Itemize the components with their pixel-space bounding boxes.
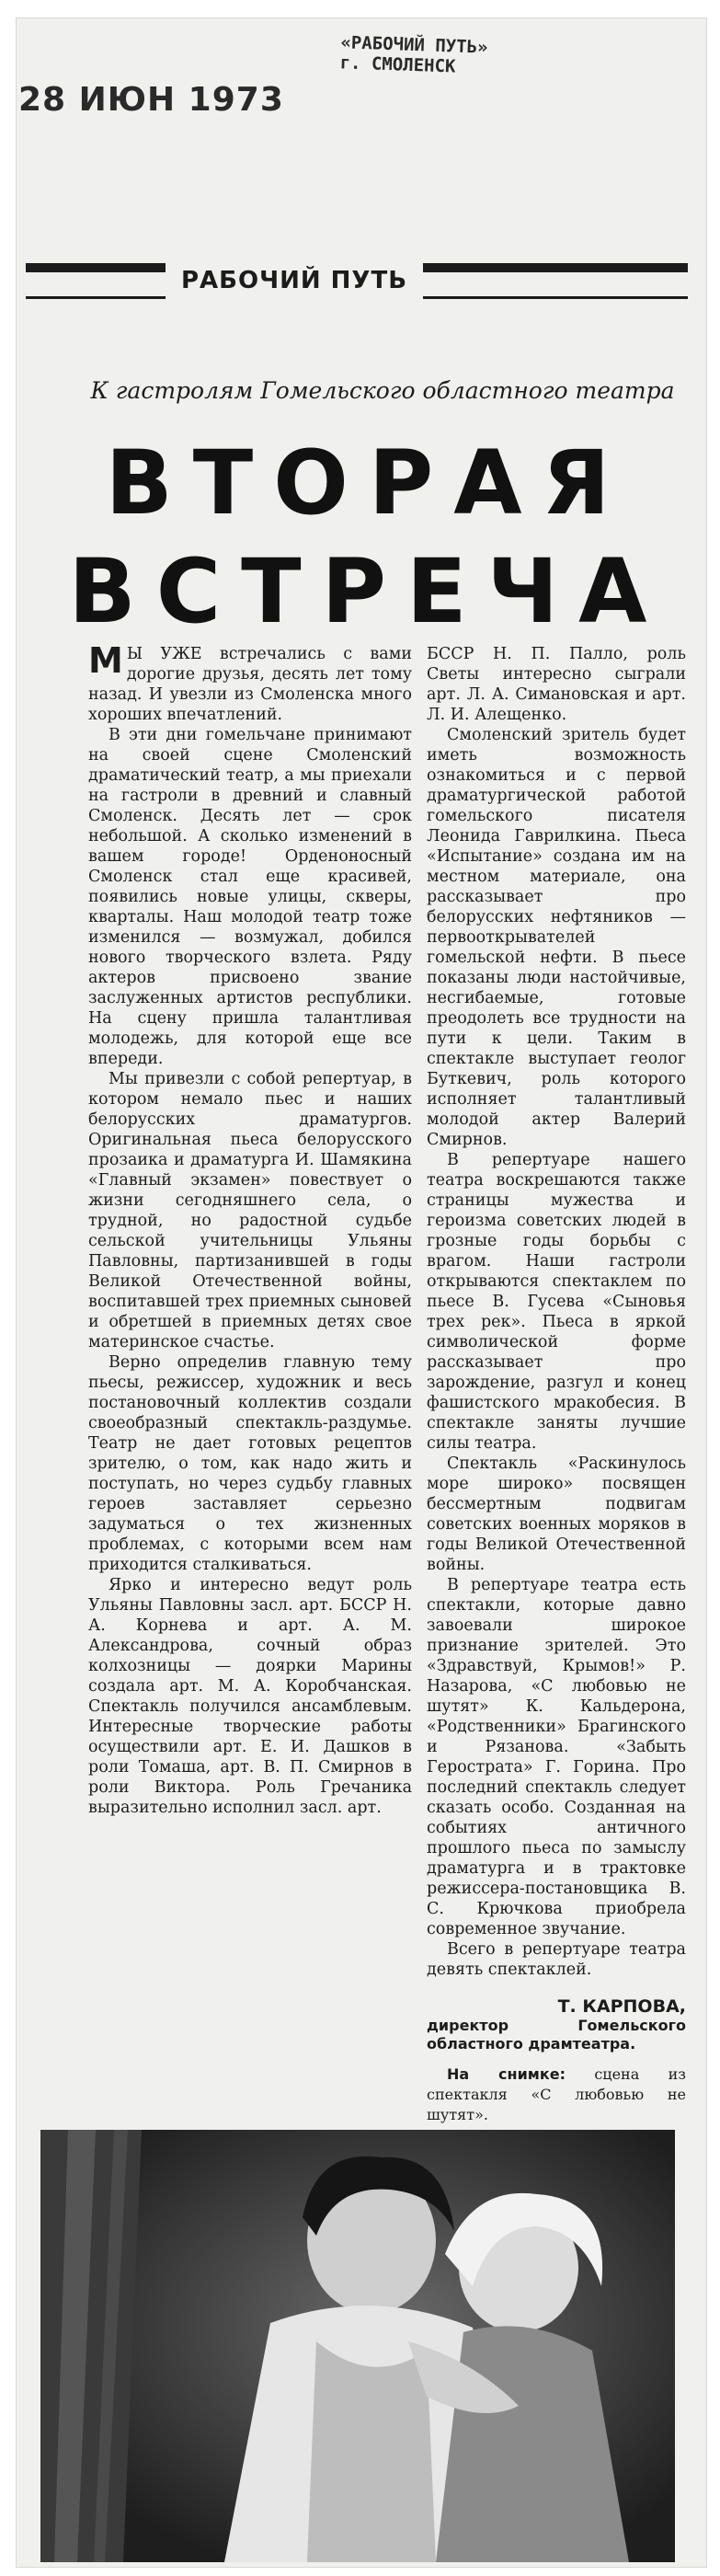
paragraph: В эти дни гомельчане принимают на своей сцене Смоленский драматический театр, а мы приехали на гастроли в древний и славный Смоленск. Десять лет — срок небольшой. А сколько изменений в вашем городе! Орденоносный Смоленск стал еще красивей, появились новые улицы, скверы, кварталы. Наш молодой театр тоже изменился — возмужал, добился нового творческого взлета. Ряду актеров присвоено звание заслуженных артистов республики. На сцену пришла талантливая молодежь, для которой еще все впереди. [88,726,412,1068]
headline-line-1: ВТОРАЯ [105,431,631,535]
paragraph: Всего в репертуаре театра девять спектаклей. [427,1940,686,1979]
paragraph: Ярко и интересно ведут роль Ульяны Павловны засл. арт. БССР Н. А. Корнева и арт. А. М. Александрова, сочный образ колхозницы — доярки Марины создала арт. М. А. Коробчанская. Спектакль получился ансамблевым. Интересные творческие работы осуществили арт. Е. И. Дашков в роли Томаша, арт. В. П. Смирнов в роли Виктора. Роль Гречаника выразительно исполнил засл. арт. [88,1576,412,1817]
caption-label: На снимке: [447,2065,566,2083]
stamp-line-2: г. СМОЛЕНСК [339,52,456,77]
masthead: РАБОЧИЙ ПУТЬ [166,261,423,300]
stamp-line-1: «РАБОЧИЙ ПУТЬ» [340,32,488,58]
paragraph: В репертуаре театра есть спектакли, которые давно завоевали широкое признание зрителей. Это «Здравствуй, Крымов!» Р. Назарова, «С любовью не шутят» К. Кальдерона, «Родственники» Брагинского и Рязанова. «Забыть Герострата» Г. Горина. Про последний спектакль следует сказать особо. Созданная на событиях античного прошлого пьеса по замыслу драматурга и в трактовке режиссера-постановщика В. С. Крючкова приобрела современное звучание. [427,1576,686,1938]
paragraph: Мы привезли с собой репертуар, в котором немало пьес и наших белорусских драматургов. Оригинальная пьеса белорусского прозаика и драматурга И. Шамякина «Главный экзамен» повествует о жизни сегодняшнего села, о трудной, но радостной судьбе сельской учительницы Ульяны Павловны, партизанившей в годы Великой Отечественной войны, воспитавшей трех приемных сыновей и обретшей в приемных детях свое материнское счастье. [88,1070,412,1351]
article-column-right [427,644,686,2125]
author-signature: Т. КАРПОВА, [557,1996,686,2017]
stage-photo [40,2130,675,2562]
rubric: К гастролям Гомельского областного театра [90,377,675,404]
paragraph: Смоленский зритель будет иметь возможность ознакомиться и с первой драматургической работой гомельского писателя Леонида Гаврилкина. Пьеса «Испытание» создана им на местном материале, она рассказывает про белорусских нефтяников — первооткрывателей гомельской нефти. В пьесе показаны люди настойчивые, несгибаемые, готовые преодолеть все трудности на пути к цели. Таким в спектакле выступает геолог Буткевич, роль которого исполняет талантливый молодой актер Валерий Смирнов. [427,726,686,1149]
date-stamp: 28 ИЮН 1973 [18,81,284,119]
paragraph: БССР Н. П. Палло, роль Светы интересно сыграли арт. Л. А. Симановская и арт. Л. И. Алещенко. [427,645,686,724]
caption-text: сцена из спектакля «С любовью не шутят». [427,2065,686,2123]
stage-photo-image [40,2130,675,2562]
paragraph: В репертуаре нашего театра воскрешаются также страницы мужества и героизма советских людей в грозные годы борьбы с врагом. Наши гастроли открываются спектаклем по пьесе В. Гусева «Сыновья трех рек». Пьеса в яркой символической форме рассказывает про зарождение, разгул и конец фашистского мракобесия. В спектакле заняты лучшие силы театра. [427,1151,686,1453]
author-title: директор Гомельского областного драмтеатра. [427,2017,686,2053]
paragraph: Верно определив главную тему пьесы, режиссер, художник и весь постановочный коллектив создали своеобразный спектакль-раздумье. Театр не дает готовых рецептов зрителю, о том, как надо жить и поступать, но через судьбу главных героев заставляет серьезно задуматься о тех жизненных проблемах, с которыми всем нам приходится сталкиваться. [88,1353,412,1574]
headline-line-2: ВСТРЕЧА [68,540,668,643]
paragraph: Спектакль «Раскинулось море широко» посвящен бессмертным подвигам советских военных моряков в годы Великой Отечественной войны. [427,1455,686,1574]
article-column-left [88,640,412,1818]
drop-cap: М [88,640,123,681]
newspaper-source-stamp [339,32,488,78]
photo-caption [427,2064,686,2125]
paragraph-text: Ы УЖЕ встречались с вами дорогие друзья, десять лет тому назад. И увезли из Смоленска много хороших впечатлений. [88,645,412,724]
paragraph [88,640,412,725]
